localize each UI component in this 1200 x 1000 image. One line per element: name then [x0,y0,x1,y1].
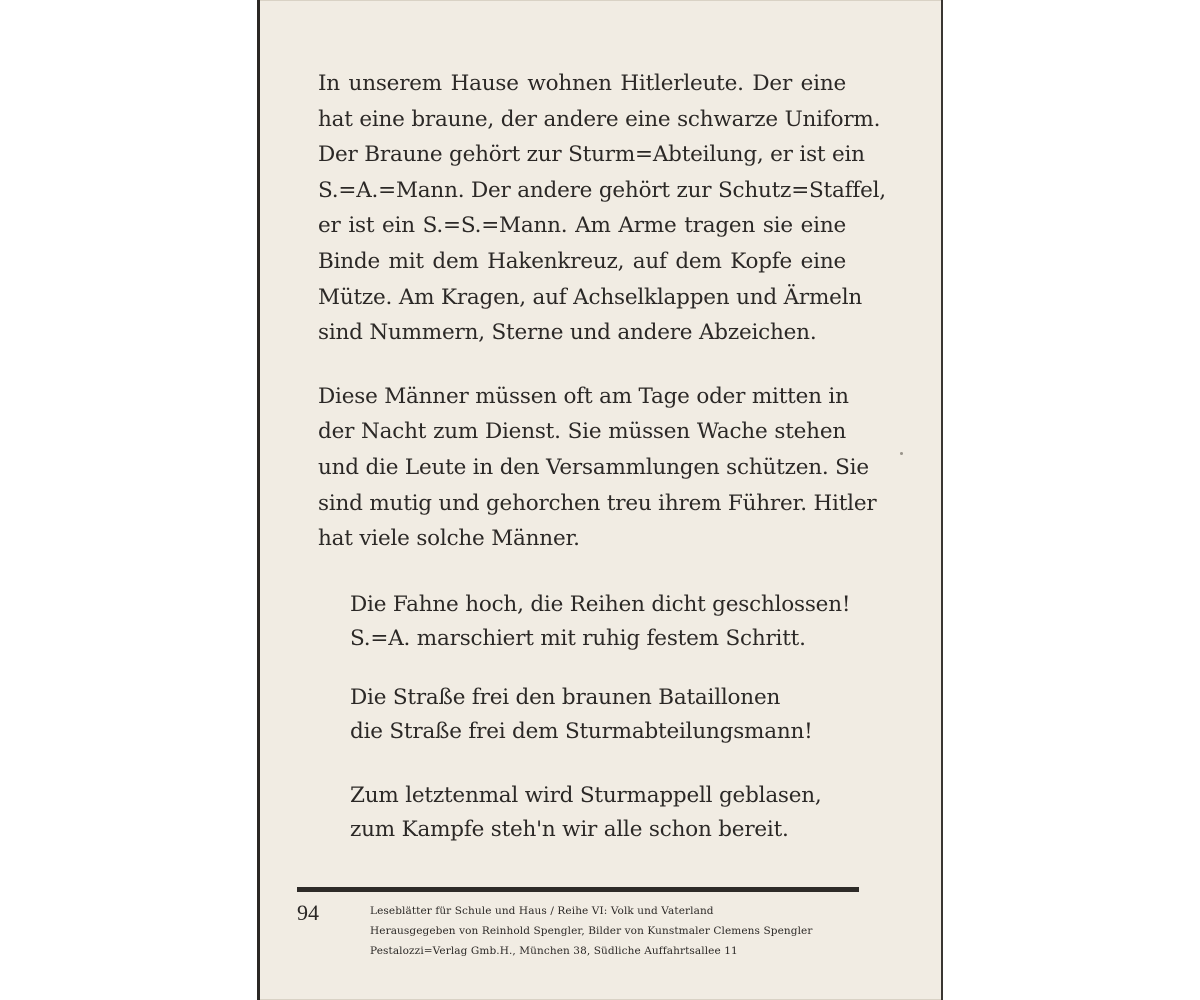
paragraph-line: Binde mit dem Hakenkreuz, auf dem Kopfe eine [318,248,846,274]
paragraph-line: Diese Männer müssen oft am Tage oder mitten in [318,383,849,409]
paragraph-2 [318,379,877,557]
page-number: 94 [297,900,319,925]
footer-editor-line: Herausgegeben von Reinhold Spengler, Bilder von Kunstmaler Clemens Spengler [370,925,813,937]
footer-rule [297,887,859,892]
verse-stanza-1 [350,588,851,656]
paragraph-line: hat eine braune, der andere eine schwarze Uniform. [318,106,881,132]
verse-stanza-3 [350,779,830,847]
paragraph-line: In unserem Hause wohnen Hitlerleute. Der eine [318,71,846,96]
paragraph-line: Mütze. Am Kragen, auf Achselklappen und Ärmeln [318,284,863,310]
verse-line: zum Kampfe steh'n wir alle schon bereit. [350,817,789,842]
paragraph-line: der Nacht zum Dienst. Sie müssen Wache stehen [318,419,846,445]
verse-line: Die Fahne hoch, die Reihen dicht geschlossen! [350,592,851,617]
footer-publisher-line: Pestalozzi=Verlag Gmb.H., München 38, Südliche Auffahrtsallee 11 [370,945,738,957]
body-text [318,66,886,557]
page-right-edge [941,0,943,1000]
footer-imprint [370,901,850,961]
paragraph-line: S.=A.=Mann. Der andere gehört zur Schutz=Staffel, [318,177,886,203]
page-left-edge [257,0,260,1000]
verse-line: Die Straße frei den braunen Bataillonen [350,685,781,710]
paragraph-line: sind mutig und gehorchen treu ihrem Führer. Hitler [318,490,877,516]
verse-line: die Straße frei dem Sturmabteilungsmann! [350,719,813,744]
paragraph-line: hat viele solche Männer. [318,526,580,552]
verse-line: S.=A. marschiert mit ruhig festem Schritt. [350,626,806,651]
footer-series-line: Leseblätter für Schule und Haus / Reihe VI: Volk und Vaterland [370,905,714,917]
verse-line: Zum letztenmal wird Sturmappell geblasen, [350,783,822,808]
paragraph-1 [318,66,886,351]
paragraph-line: und die Leute in den Versammlungen schützen. Sie [318,454,869,480]
verse-stanza-2 [350,681,830,749]
paragraph-line: er ist ein S.=S.=Mann. Am Arme tragen sie eine [318,213,846,239]
paper-speck [900,452,903,455]
paragraph-line: sind Nummern, Sterne und andere Abzeichen. [318,320,817,346]
paragraph-line: Der Braune gehört zur Sturm=Abteilung, er ist ein [318,142,865,168]
